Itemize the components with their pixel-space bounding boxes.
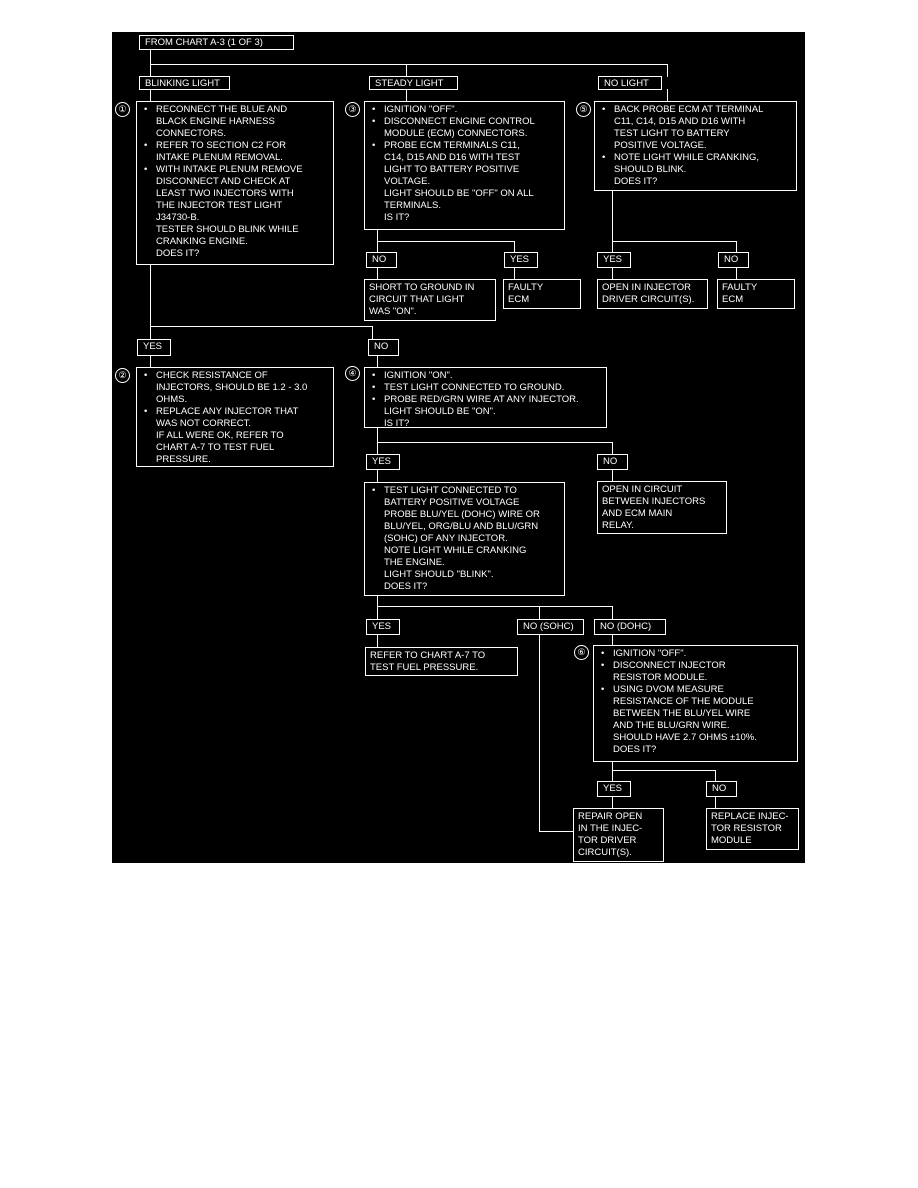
connector [372,326,373,339]
step5-bullet [599,152,792,176]
label-yes: YES [597,252,631,268]
step3-bullet [369,116,560,140]
step4-question: LIGHT SHOULD BE "ON". IS IT? [384,406,496,429]
bullet-icon: • [372,382,376,393]
battery-test-box [364,482,565,596]
step1-bullet-text: REFER TO SECTION C2 FOR INTAKE PLENUM REMOVAL. [156,140,287,163]
step1-bullet-text: WITH INTAKE PLENUM REMOVE DISCONNECT AND CHECK AT LEAST TWO INJECTORS WITH THE INJECTOR TEST LIGHT J34730-B. [156,164,303,223]
result-repair-open: REPAIR OPEN IN THE INJEC- TOR DRIVER CIRCUIT(S). [573,808,664,862]
step-number-3: ③ [345,102,360,117]
connector [377,442,612,443]
result-replace-resistor: REPLACE INJEC- TOR RESISTOR MODULE [706,808,799,850]
step1-bullet [141,104,329,140]
bullet-icon: • [372,485,376,496]
connector [715,770,716,781]
step1-box [136,101,334,265]
bullet-icon: • [601,660,605,671]
connector [612,442,613,454]
bullet-icon: • [144,140,148,151]
start-box: FROM CHART A-3 (1 OF 3) [139,35,294,50]
label-no: NO [368,339,399,356]
connector [150,265,151,339]
label-yes: YES [366,619,400,635]
connector [150,49,151,77]
label-yes: YES [366,454,400,470]
connector [667,64,668,77]
step1-bullet [141,140,329,164]
step2-note: IF ALL WERE OK, REFER TO CHART A-7 TO TEST FUEL PRESSURE. [156,430,284,465]
step6-bullet-text: IGNITION "OFF". [613,648,687,659]
step5-question: DOES IT? [614,176,658,187]
bullet-icon: • [144,104,148,115]
step5-bullet [599,104,792,152]
step2-bullet-text: CHECK RESISTANCE OF INJECTORS, SHOULD BE 1.2 - 3.0 OHMS. [156,370,308,405]
label-no: NO [366,252,397,268]
step3-bullet-text: DISCONNECT ENGINE CONTROL MODULE (ECM) CONNECTORS. [384,116,535,139]
step6-bullet-text: DISCONNECT INJECTOR RESISTOR MODULE. [613,660,726,683]
step3-box [364,101,565,230]
connector [377,635,378,647]
connector [514,241,515,252]
bullet-icon: • [372,140,376,151]
label-no-dohc: NO (DOHC) [594,619,666,635]
connector [377,596,378,619]
step5-box [594,101,797,191]
step6-box [593,645,798,762]
bullet-icon: • [372,116,376,127]
connector [539,635,540,831]
step4-bullet [369,382,602,394]
bullet-icon: • [372,394,376,405]
connector [612,191,613,252]
label-yes: YES [504,252,538,268]
step1-question: TESTER SHOULD BLINK WHILE CRANKING ENGINE. DOES IT? [156,224,299,259]
step3-question: LIGHT SHOULD BE "OFF" ON ALL TERMINALS. IS IT? [384,188,534,223]
step4-bullet-text: IGNITION "ON". [384,370,453,381]
step6-bullet [598,660,793,684]
step2-bullet [141,406,329,430]
step4-bullet-text: TEST LIGHT CONNECTED TO GROUND. [384,382,565,393]
connector [612,770,715,771]
connector [539,606,540,619]
result-open-injector-driver: OPEN IN INJECTOR DRIVER CIRCUIT(S). [597,279,708,309]
label-yes: YES [137,339,171,356]
connector [612,606,613,619]
label-yes: YES [597,781,631,797]
battery-test-bullet-text: TEST LIGHT CONNECTED TO BATTERY POSITIVE VOLTAGE PROBE BLU/YEL (DOHC) WIRE OR BLU/YEL, ORG/BLU AND BLU/GRN (SOHC) OF ANY INJECTOR. [384,485,540,544]
step4-bullet-text: PROBE RED/GRN WIRE AT ANY INJECTOR. [384,394,579,405]
step-number-4: ④ [345,366,360,381]
step5-bullet-text: NOTE LIGHT WHILE CRANKING, SHOULD BLINK. [614,152,759,175]
step-number-5: ⑤ [576,102,591,117]
branch-blinking-light: BLINKING LIGHT [139,76,230,90]
step-number-2: ② [115,368,130,383]
label-no: NO [597,454,628,470]
connector [377,606,612,607]
connector [377,428,378,454]
connector [736,241,737,252]
bullet-icon: • [602,104,606,115]
result-short-to-ground: SHORT TO GROUND IN CIRCUIT THAT LIGHT WAS "ON". [364,279,496,321]
branch-steady-light: STEADY LIGHT [369,76,458,90]
result-refer-chart-a7: REFER TO CHART A-7 TO TEST FUEL PRESSURE. [365,647,518,676]
flowchart [112,32,805,863]
result-open-between-injectors: OPEN IN CIRCUIT BETWEEN INJECTORS AND ECM MAIN RELAY. [597,481,727,534]
step-number-6: ⑥ [574,645,589,660]
bullet-icon: • [601,684,605,695]
step4-bullet [369,370,602,382]
connector [150,326,372,327]
connector [377,470,378,482]
step-number-1: ① [115,102,130,117]
label-no: NO [718,252,749,268]
connector [612,762,613,781]
bullet-icon: • [602,152,606,163]
step3-bullet-text: PROBE ECM TERMINALS C11, C14, D15 AND D16 WITH TEST LIGHT TO BATTERY POSITIVE VOLTAGE. [384,140,521,187]
step4-box [364,367,607,428]
label-no-sohc: NO (SOHC) [517,619,584,635]
connector [377,241,514,242]
step2-bullet-text: REPLACE ANY INJECTOR THAT WAS NOT CORRECT. [156,406,299,429]
bullet-icon: • [144,406,148,417]
step6-bullet [598,648,793,660]
step1-bullet-text: RECONNECT THE BLUE AND BLACK ENGINE HARNESS CONNECTORS. [156,104,288,139]
result-faulty-ecm: FAULTY ECM [717,279,795,309]
connector [539,831,573,832]
connector [150,64,667,65]
step5-bullet-text: BACK PROBE ECM AT TERMINAL C11, C14, D15 AND D16 WITH TEST LIGHT TO BATTERY POSITIVE VOLTAGE. [614,104,764,151]
label-no: NO [706,781,737,797]
bullet-icon: • [372,370,376,381]
result-faulty-ecm: FAULTY ECM [503,279,581,309]
step3-bullet-text: IGNITION "OFF". [384,104,458,115]
bullet-icon: • [601,648,605,659]
step2-bullet [141,370,329,406]
step2-box [136,367,334,467]
branch-no-light: NO LIGHT [598,76,662,90]
step3-bullet [369,140,560,188]
step1-bullet [141,164,329,224]
step4-bullet [369,394,602,406]
battery-test-bullet [369,485,560,545]
step6-question: DOES IT? [613,744,657,755]
battery-test-question: NOTE LIGHT WHILE CRANKING THE ENGINE. LIGHT SHOULD "BLINK". DOES IT? [384,545,527,592]
step3-bullet [369,104,560,116]
step6-bullet [598,684,793,744]
step6-bullet-text: USING DVOM MEASURE RESISTANCE OF THE MODULE BETWEEN THE BLU/YEL WIRE AND THE BLU/GRN WIRE. SHOULD HAVE 2.7 OHMS ±10%. [613,684,757,743]
bullet-icon: • [144,370,148,381]
bullet-icon: • [372,104,376,115]
bullet-icon: • [144,164,148,175]
connector [612,241,736,242]
